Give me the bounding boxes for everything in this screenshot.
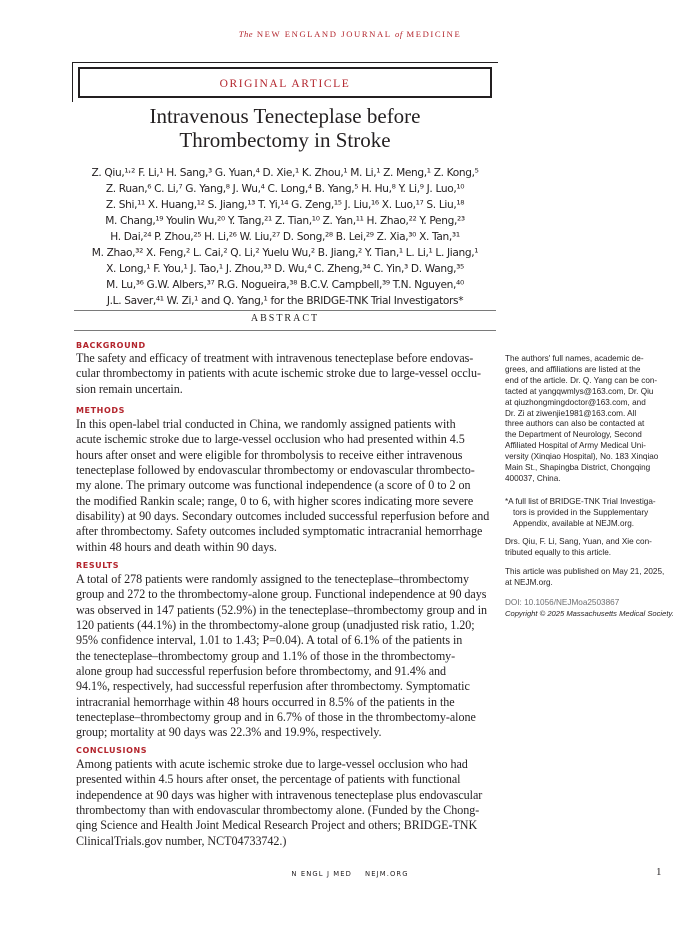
note-line: tacted at yangqwmlys@163.com, Dr. Qiu: [505, 386, 654, 396]
note-line: Affiliated Hospital of Army Medical Uni-: [505, 441, 646, 451]
text-line: independence at 90 days was higher with intravenous tenecteplase plus endovascular: [76, 787, 483, 802]
article-title: [78, 104, 492, 152]
sidebar-contribution-note: [505, 537, 685, 559]
text-line: In this open-label trial conducted in China, we randomly assigned patients with: [76, 417, 456, 431]
sidebar-affiliations-note: [505, 354, 685, 485]
text-line: my alone. The primary outcome was functional independence (a score of 0 to 2 on: [76, 478, 471, 493]
note-line: at qiuzhongmingdoctor@163.com, and: [505, 397, 646, 407]
conclusions-text: [76, 757, 496, 849]
article-type-label: ORIGINAL ARTICLE: [219, 78, 351, 90]
journal-header: [0, 29, 700, 39]
text-line: A total of 278 patients were randomly assigned to the tenecteplase–thrombectomy: [76, 572, 470, 586]
banner-rule-top: [72, 62, 498, 63]
author-line: M. Chang,¹⁹ Youlin Wu,²⁰ Y. Tang,²¹ Z. Tian,¹⁰ Z. Yan,¹¹ H. Zhao,²² Y. Peng,²³: [105, 215, 465, 227]
text-line: 120 patients (44.1%) in the thrombectomy-alone group (unadjusted risk ratio, 1.20;: [76, 618, 475, 633]
note-line: versity (Xinqiao Hospital), No. 183 Xinqiao: [505, 452, 659, 462]
abstract-rule-bottom: [74, 330, 496, 331]
methods-heading: METHODS: [76, 406, 125, 415]
author-line: Z. Ruan,⁶ C. Li,⁷ G. Yang,⁸ J. Wu,⁴ C. Long,⁴ B. Yang,⁵ H. Hu,⁸ Y. Li,⁹ J. Luo,¹⁰: [105, 183, 465, 195]
conclusions-heading: CONCLUSIONS: [76, 746, 148, 755]
title-line: Intravenous Tenecteplase before: [149, 104, 421, 128]
page-footer-citation: N ENGL J MED NEJM.ORG: [291, 870, 409, 878]
text-line: ClinicalTrials.gov number, NCT04733742.): [76, 833, 287, 848]
note-line: The authors' full names, academic de-: [505, 354, 644, 363]
text-line: disability) at 90 days. Secondary outcomes included successful reperfusion before and: [76, 509, 490, 524]
text-line: thrombectomy than with endovascular thrombectomy alone. (Funded by the Chong-: [76, 803, 480, 818]
note-line: Drs. Qiu, F. Li, Sang, Yuan, and Xie con-: [505, 537, 652, 546]
journal-header-of: of: [395, 29, 403, 39]
text-line: sion remain uncertain.: [76, 381, 183, 396]
title-line: Thrombectomy in Stroke: [179, 128, 391, 152]
text-line: after thrombectomy. Safety outcomes included symptomatic intracranial hemorrhage: [76, 524, 483, 539]
sidebar-publication-note: [505, 567, 685, 589]
text-line: presented within 4.5 hours after onset, the percentage of patients with functional: [76, 772, 461, 787]
background-heading: BACKGROUND: [76, 341, 146, 350]
text-line: The safety and efficacy of treatment with intravenous tenecteplase before endovas-: [76, 351, 474, 365]
note-line: Dr. Zi at ziwenjie1981@163.com. All: [505, 408, 637, 418]
note-line: tributed equally to this article.: [505, 547, 612, 557]
note-line: Main St., Shapingba District, Chongqing: [505, 463, 651, 473]
banner-rule-left: [72, 62, 73, 102]
note-line: three authors can also be contacted at: [505, 419, 645, 429]
author-line: H. Dai,²⁴ P. Zhou,²⁵ H. Li,²⁶ W. Liu,²⁷ D. Song,²⁸ B. Lei,²⁹ Z. Xia,³⁰ X. Tan,³¹: [110, 231, 460, 243]
text-line: qing Science and Health Joint Medical Research Project and others; BRIDGE-TNK: [76, 818, 478, 833]
sidebar-investigators-note: [505, 497, 685, 530]
text-line: was observed in 147 patients (52.9%) in the tenecteplase–thrombectomy group and in: [76, 602, 488, 617]
methods-text: [76, 417, 496, 555]
author-line: M. Lu,³⁶ G.W. Albers,³⁷ R.G. Nogueira,³⁸ B.C.V. Campbell,³⁹ T.N. Nguyen,⁴⁰: [106, 279, 464, 291]
text-line: group; mortality at 90 days was 22.3% and 19.9%, respectively.: [76, 725, 382, 740]
note-line: grees, and affiliations are listed at the: [505, 364, 641, 374]
text-line: Among patients with acute ischemic stroke due to large-vessel occlusion who had: [76, 757, 468, 771]
note-line: This article was published on May 21, 2025,: [505, 567, 665, 576]
text-line: 95% confidence interval, 1.01 to 1.43; P=0.04). A total of 6.1% of the patients in: [76, 633, 463, 648]
text-line: the tenecteplase–thrombectomy group and 1.1% of those in the thrombectomy-: [76, 648, 456, 663]
abstract-heading: ABSTRACT: [250, 313, 320, 324]
author-line: Z. Shi,¹¹ X. Huang,¹² S. Jiang,¹³ T. Yi,¹⁴ G. Zeng,¹⁵ J. Liu,¹⁶ X. Luo,¹⁷ S. Liu,¹⁸: [105, 199, 465, 211]
results-heading: RESULTS: [76, 561, 120, 570]
note-line: Appendix, available at NEJM.org.: [513, 518, 635, 528]
page-number: 1: [656, 866, 662, 878]
article-type-banner: [78, 67, 492, 98]
author-line: X. Long,¹ F. You,¹ J. Tao,¹ J. Zhou,³³ D. Wu,⁴ C. Zheng,³⁴ C. Yin,³ D. Wang,³⁵: [106, 263, 464, 275]
note-line: 400037, China.: [505, 473, 561, 483]
note-line: end of the article. Dr. Q. Yang can be con-: [505, 375, 658, 385]
author-line: Z. Qiu,¹˒² F. Li,¹ H. Sang,³ G. Yuan,⁴ D. Xie,¹ K. Zhou,¹ M. Li,¹ Z. Meng,¹ Z. Kong,⁵: [91, 167, 479, 179]
text-line: group and 272 to the thrombectomy-alone group. Functional independence at 90 days: [76, 587, 487, 602]
text-line: cular thrombectomy in patients with acute ischemic stroke due to large-vessel occlu-: [76, 366, 481, 381]
text-line: the modified Rankin scale; range, 0 to 6, with higher scores indicating more severe: [76, 493, 474, 508]
text-line: within 48 hours and death within 90 days.: [76, 539, 277, 554]
abstract-rule-top: [74, 310, 496, 311]
note-line: the Department of Neurology, Second: [505, 430, 642, 440]
text-line: tenecteplase followed by endovascular thrombectomy or endovascular thrombecto-: [76, 463, 475, 478]
journal-header-the: The: [238, 29, 254, 39]
text-line: 94.1%, respectively, had successful reperfusion after thrombectomy. Symptomatic: [76, 679, 470, 694]
doi-link[interactable]: DOI: 10.1056/NEJMoa2503867: [505, 598, 620, 607]
results-text: [76, 572, 496, 741]
author-line: M. Zhao,³² X. Feng,² L. Cai,² Q. Li,² Yuelu Wu,² B. Jiang,² Y. Tian,¹ L. Li,¹ L. Jiang,¹: [91, 247, 479, 259]
background-text: [76, 351, 496, 397]
note-line: tors is provided in the Supplementary: [513, 507, 649, 517]
journal-header-medicine: MEDICINE: [406, 29, 462, 39]
author-line: J.L. Saver,⁴¹ W. Zi,¹ and Q. Yang,¹ for the BRIDGE-TNK Trial Investigators*: [106, 295, 464, 307]
text-line: intracranial hemorrhage within 48 hours occurred in 8.5% of the patients in the: [76, 694, 455, 709]
text-line: tenecteplase–thrombectomy group and in 6.7% of those in the thrombectomy-alone: [76, 710, 476, 725]
note-line: *A full list of BRIDGE-TNK Trial Investiga-: [505, 497, 656, 506]
text-line: acute ischemic stroke due to large-vessel occlusion who had presented within 4.5: [76, 432, 465, 447]
text-line: alone group had successful reperfusion before thrombectomy, and 91.4% and: [76, 664, 447, 679]
journal-header-main: NEW ENGLAND JOURNAL: [256, 29, 392, 39]
author-list: [70, 165, 500, 309]
text-line: hours after onset and were eligible for thrombolysis to receive either intravenous: [76, 447, 463, 462]
copyright-notice: Copyright © 2025 Massachusetts Medical Society.: [505, 609, 674, 618]
note-line: at NEJM.org.: [505, 577, 553, 587]
